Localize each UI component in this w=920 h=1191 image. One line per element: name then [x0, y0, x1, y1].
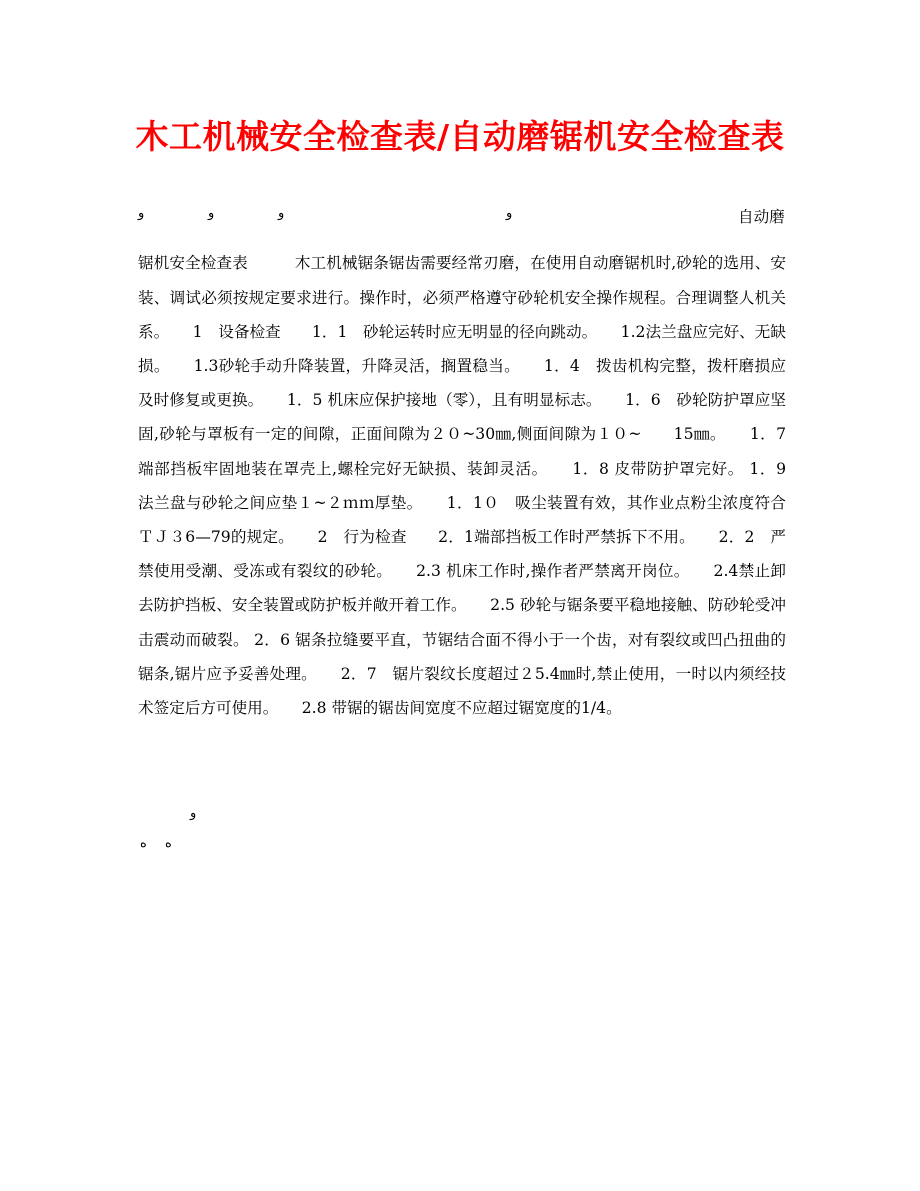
document-title: 木工机械安全检查表/自动磨锯机安全检查表 — [135, 117, 785, 156]
mark: ه — [140, 836, 147, 851]
mark: و — [190, 806, 197, 821]
mark: و — [506, 206, 513, 221]
mark: و — [208, 206, 215, 221]
first-line-spacer — [138, 200, 786, 234]
body-content: 锯机安全检查表 木工机械锯条锯齿需要经常刃磨，在使用自动磨锯机时,砂轮的选用、安装、调试必须按规定要求进行。操作时，必须严格遵守砂轮机安全操作规程。合理调整人机关系。 1 设备检查 1．1 砂轮运转时应无明显的径向跳动。 1.2法兰盘应完好、无缺损。 1.3砂轮手动升降装置，升降灵活，搁置稳当。 1．4 拨齿机构完整，拨杆磨损应及时修复或更换。 1．5 机床应保护接地（零），且有明显标志。 1．6 砂轮防护罩应坚固,砂轮与罩板有一定的间隙，正面间隙为２０~30㎜,侧面间隙为１０~ 15㎜。 1．7 端部挡板牢固地装在罩壳上,螺栓完好无缺损、装卸灵活。 1．8 皮带防护罩完好。 1．9 法兰盘与砂轮之间应垫１~２ｍｍ厚垫。 1．1０ 吸尘装置有效，其作业点粉尘浓度符合ＴＪ３6—79的规定。 2 行为检查 2．1端部挡板工作时严禁拆下不用。 2．2 严禁使用受潮、受冻或有裂纹的砂轮。 2.3 机床工作时,操作者严禁离开岗位。 2.4禁止卸去防护挡板、安全装置或防护板并敞开着工作。 2.5 砂轮与锯条要平稳地接触、防砂轮受冲击震动而破裂。 2．6 锯条拉缝要平直，节锯结合面不得小于一个齿，对有裂纹或凹凸扭曲的锯条,锯片应予妥善处理。 2．7 锯片裂纹长度超过２5.4㎜时,禁止使用，一时以内须经技术签定后方可使用。 2.8 带锯的锯齿间宽度不应超过锯宽度的1/4。 — [138, 254, 802, 718]
body-text — [138, 200, 802, 725]
tail-marks — [0, 798, 920, 858]
mark: و — [278, 206, 285, 221]
mark: ه — [165, 836, 172, 851]
lead-in-text: 自动磨 — [738, 208, 785, 226]
mark: و — [138, 206, 145, 221]
